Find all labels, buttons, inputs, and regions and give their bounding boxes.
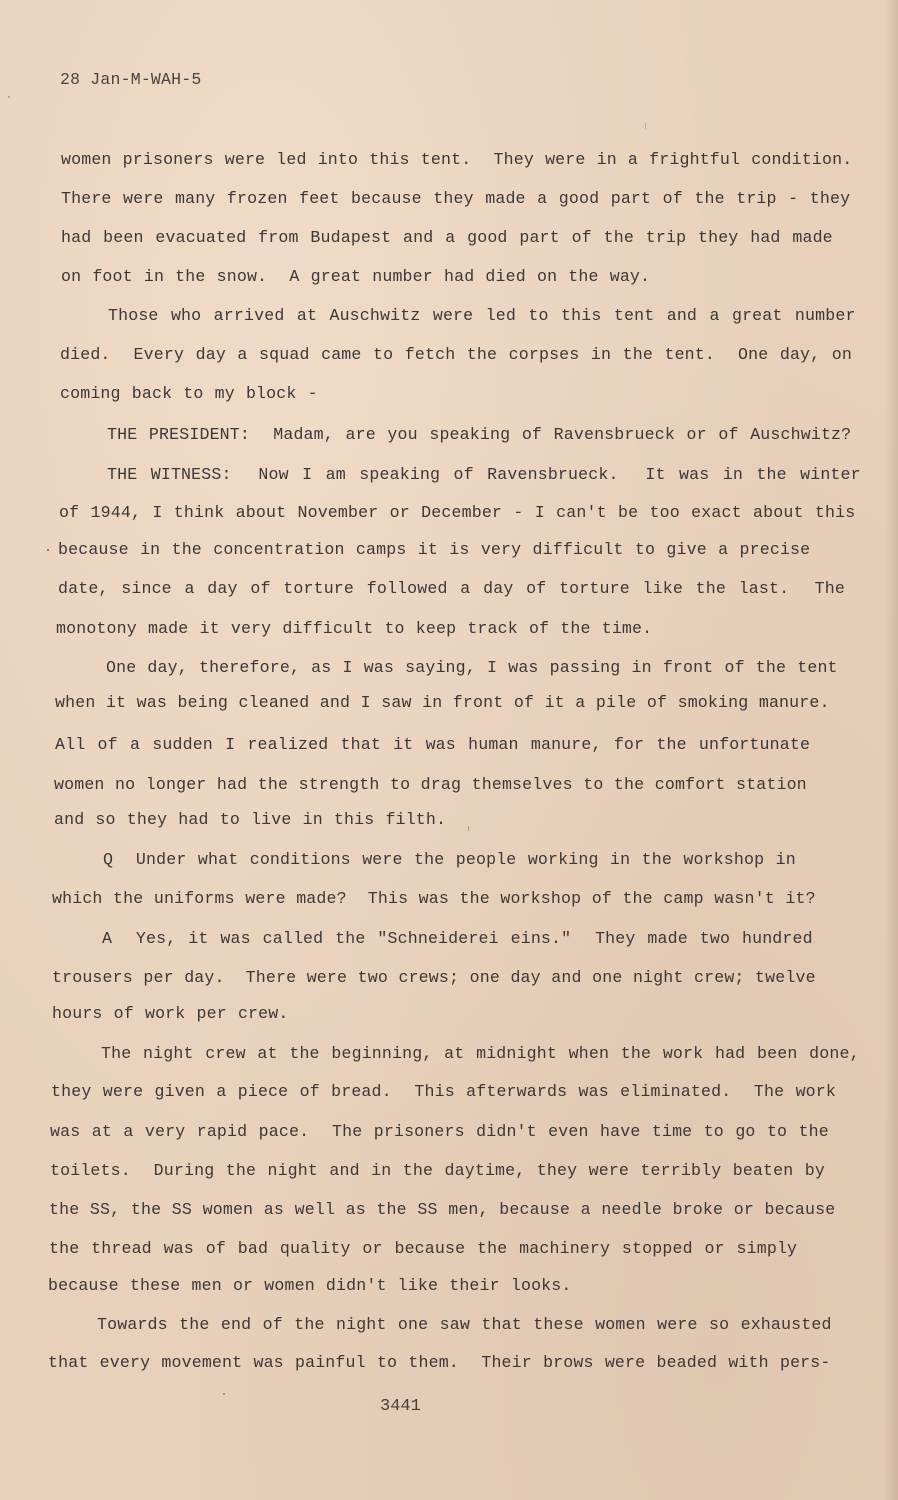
text-line: because these men or women didn't like their looks. bbox=[48, 1276, 572, 1295]
ink-speck bbox=[468, 826, 469, 831]
text-line: which the uniforms were made? This was the workshop of the camp wasn't it? bbox=[52, 889, 816, 908]
text-line: One day, therefore, as I was saying, I was passing in front of the tent bbox=[106, 658, 838, 677]
text-line: they were given a piece of bread. This afterwards was eliminated. The work bbox=[51, 1082, 836, 1101]
ink-speck bbox=[47, 549, 49, 551]
ink-speck bbox=[645, 123, 646, 129]
text-line: date, since a day of torture followed a day of torture like the last. The bbox=[58, 579, 845, 598]
text-line: THE WITNESS: Now I am speaking of Ravensbrueck. It was in the winter bbox=[107, 465, 861, 484]
text-line: There were many frozen feet because they made a good part of the trip - they bbox=[61, 189, 851, 208]
text-line: toilets. During the night and in the daytime, they were terribly beaten by bbox=[50, 1161, 825, 1180]
text-line: had been evacuated from Budapest and a good part of the trip they had made bbox=[61, 228, 833, 247]
text-line: the thread was of bad quality or because the machinery stopped or simply bbox=[49, 1239, 798, 1258]
text-line: of 1944, I think about November or December - I can't be too exact about this bbox=[59, 503, 856, 522]
text-line: was at a very rapid pace. The prisoners didn't even have time to go to the bbox=[50, 1122, 829, 1141]
text-line: The night crew at the beginning, at midnight when the work had been done, bbox=[101, 1044, 860, 1063]
text-line: that every movement was painful to them. Their brows were beaded with pers- bbox=[48, 1353, 831, 1372]
document-reference-header: 28 Jan-M-WAH-5 bbox=[60, 70, 202, 89]
ink-speck bbox=[8, 96, 10, 98]
text-line: women no longer had the strength to drag themselves to the comfort station bbox=[54, 775, 807, 794]
text-line: on foot in the snow. A great number had died on the way. bbox=[61, 267, 651, 286]
ink-speck bbox=[223, 1393, 225, 1395]
text-line: coming back to my block - bbox=[60, 384, 318, 403]
text-line: hours of work per crew. bbox=[52, 1004, 289, 1023]
text-line: because in the concentration camps it is very difficult to give a precise bbox=[58, 540, 811, 559]
text-line: died. Every day a squad came to fetch the corpses in the tent. One day, on bbox=[60, 345, 852, 364]
text-line: A Yes, it was called the "Schneiderei eins." They made two hundred bbox=[102, 929, 813, 948]
text-line: Those who arrived at Auschwitz were led to this tent and a great number bbox=[108, 306, 856, 325]
text-line: Towards the end of the night one saw that these women were so exhausted bbox=[97, 1315, 832, 1334]
text-line: when it was being cleaned and I saw in front of it a pile of smoking manure. bbox=[55, 693, 830, 712]
text-line: the SS, the SS women as well as the SS men, because a needle broke or because bbox=[49, 1200, 836, 1219]
page-number: 3441 bbox=[380, 1397, 421, 1416]
text-line: THE PRESIDENT: Madam, are you speaking of Ravensbrueck or of Auschwitz? bbox=[107, 425, 852, 444]
text-line: and so they had to live in this filth. bbox=[54, 810, 447, 829]
text-line: All of a sudden I realized that it was human manure, for the unfortunate bbox=[55, 735, 811, 754]
text-line: monotony made it very difficult to keep track of the time. bbox=[56, 619, 653, 638]
text-line: trousers per day. There were two crews; one day and one night crew; twelve bbox=[52, 968, 816, 987]
text-line: women prisoners were led into this tent. They were in a frightful condition. bbox=[61, 150, 853, 169]
text-line: Q Under what conditions were the people working in the workshop in bbox=[103, 850, 796, 869]
